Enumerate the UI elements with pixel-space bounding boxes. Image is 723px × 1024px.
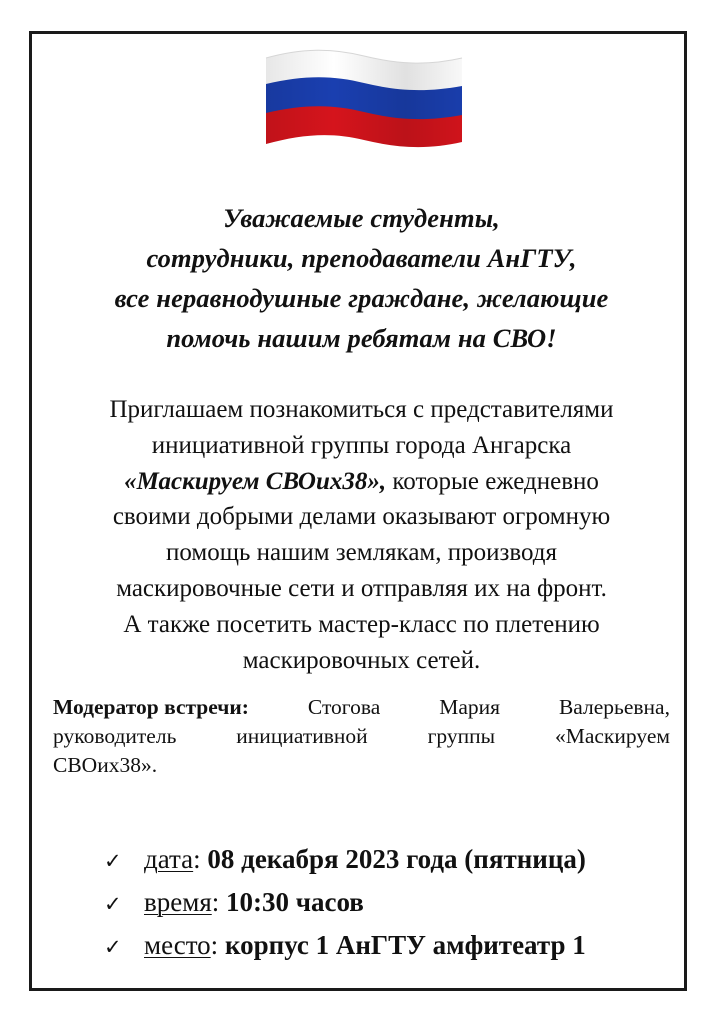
moderator-word: СВОих38». [53,753,158,777]
body-line: помощь нашим землякам, производя [165,539,557,567]
body-line: инициативной группы города Ангарска [151,431,572,459]
detail-place [104,925,586,968]
moderator-word: группы [427,724,496,748]
body-line-rest: которые ежедневно [386,467,599,495]
detail-label: дата [144,844,194,874]
body-line: маскировочных сетей. [242,646,481,674]
detail-colon: : [210,930,225,960]
heading-line: все неравнодушные граждане, желающие [114,283,609,313]
body-line: маскировочные сети и отправляя их на фронт. [116,574,607,602]
heading-line: сотрудники, преподаватели АнГТУ, [146,243,577,273]
detail-colon: : [211,887,227,917]
moderator-line [53,751,670,780]
detail-value: 10:30 часов [226,887,364,917]
moderator-label: Модератор встречи: [53,695,249,719]
checkmark-icon: ✓ [104,892,122,916]
body-line [40,464,683,500]
moderator-block [53,693,670,780]
checkmark-icon: ✓ [104,935,122,959]
greeting-heading [40,198,683,358]
body-line: своими добрыми делами оказывают огромную [112,503,611,531]
invitation-text [40,392,683,678]
detail-value: корпус 1 АнГТУ амфитеатр 1 [224,930,586,960]
event-details [104,839,586,968]
detail-label: время [144,887,212,917]
heading-line: Уважаемые студенты, [223,203,500,233]
body-line: А также посетить мастер-класс по плетению [123,610,600,638]
moderator-line [53,722,670,751]
moderator-line [53,693,670,722]
moderator-word: Стогова [307,695,381,719]
heading-line: помочь нашим ребятам на СВО! [166,323,557,353]
moderator-word: Мария [439,695,501,719]
detail-date [104,839,586,882]
detail-time [104,882,586,925]
detail-colon: : [193,844,208,874]
detail-label: место [144,930,211,960]
checkmark-icon: ✓ [104,849,122,873]
moderator-word: инициативной [236,724,368,748]
moderator-word: «Маскируем [554,724,670,748]
group-name: «Маскируем СВОих38», [124,467,387,495]
detail-value: 08 декабря 2023 года (пятница) [207,844,586,874]
moderator-word: руководитель [53,724,177,748]
russian-flag-icon [262,46,467,158]
moderator-word: Валерьевна, [558,695,670,719]
body-line: Приглашаем познакомиться с представителями [109,396,614,423]
